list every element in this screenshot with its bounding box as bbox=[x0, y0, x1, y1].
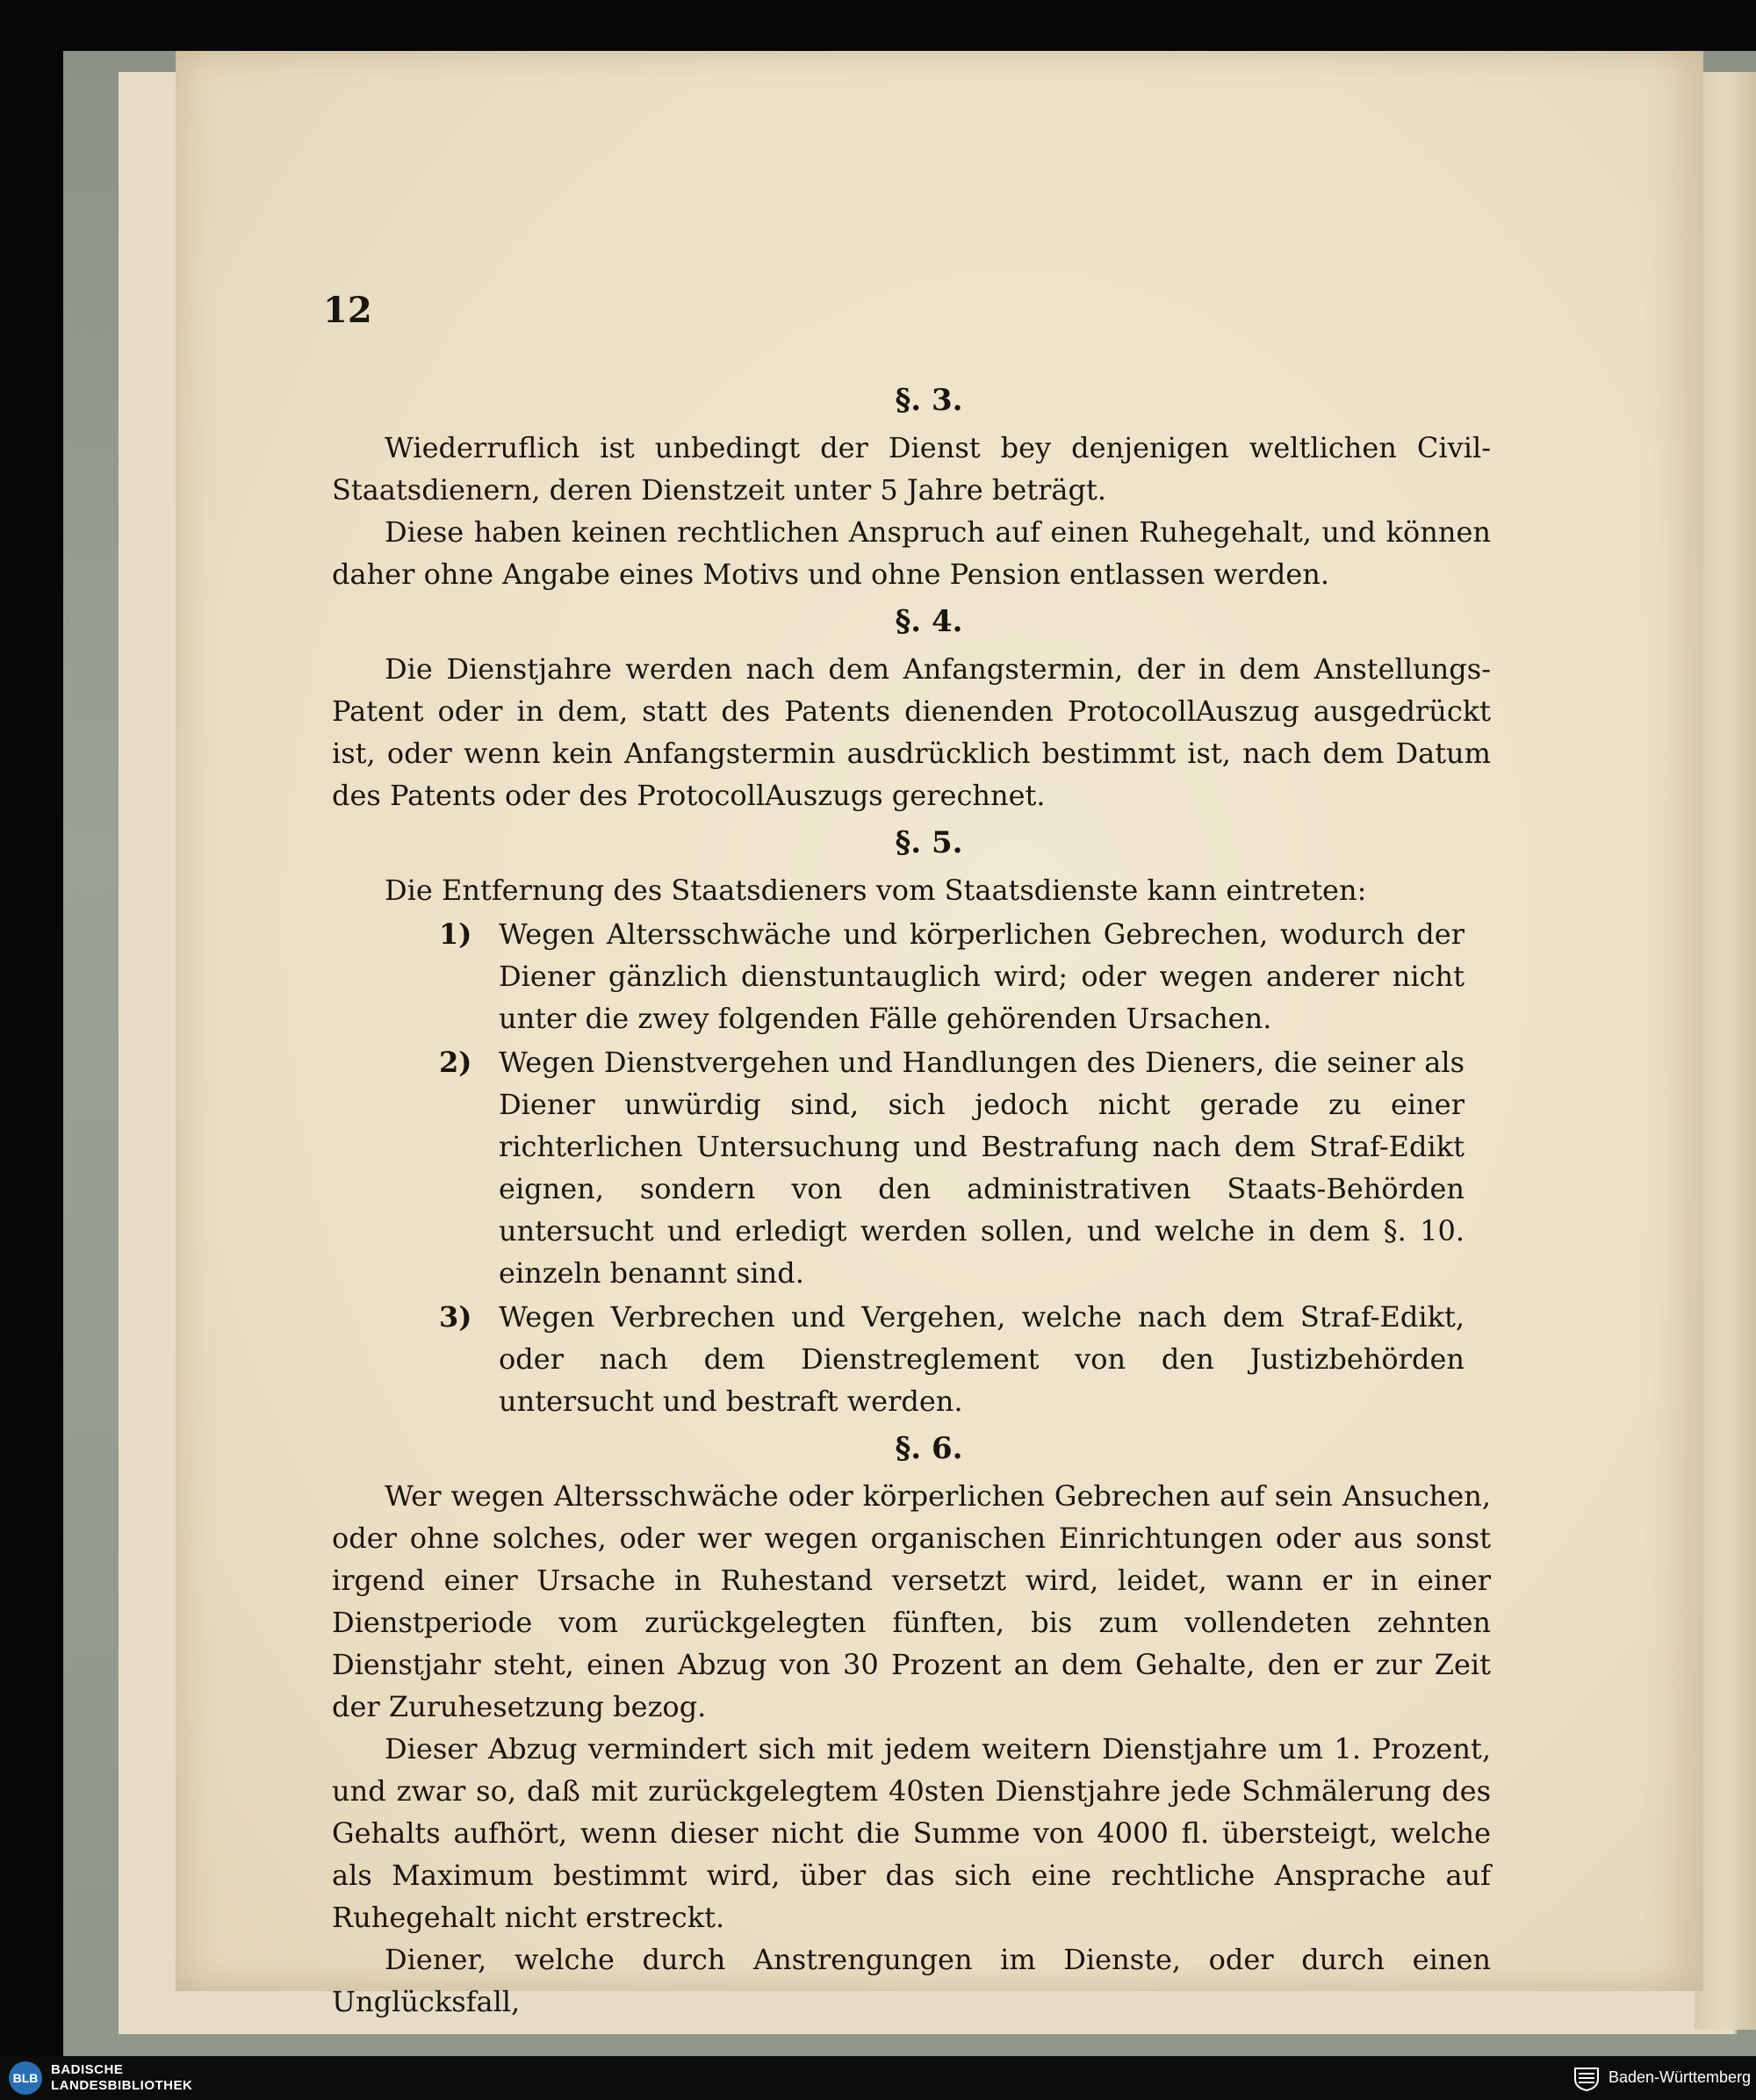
list-item-number: 2) bbox=[439, 1046, 472, 1079]
section-heading-4: §. 4. bbox=[895, 604, 963, 639]
facing-page-edge bbox=[1695, 72, 1756, 2030]
library-name-line2: LANDESBIBLIOTHEK bbox=[51, 2078, 193, 2093]
state-name[interactable]: Baden-Württemberg bbox=[1608, 2068, 1752, 2086]
section-heading-6: §. 6. bbox=[895, 1431, 963, 1466]
library-name-line1: BADISCHE bbox=[51, 2062, 124, 2077]
list-item-text: Wegen Verbrechen und Vergehen, welche nach dem Straf-Edikt, oder nach dem Dienstreglement von den Justizbehörden untersucht und bestraft werden. bbox=[499, 1300, 1465, 1418]
section-heading-5: §. 5. bbox=[895, 825, 963, 860]
paragraph: Die Dienstjahre werden nach dem Anfangstermin, der in dem Anstellungs-Patent oder in dem, statt des Patents dienenden ProtocollAuszug ausgedrückt ist, oder wenn kein Anfangstermin ausdrücklich bestimmt ist, nach dem Datum des Patents oder des ProtocollAuszugs gerechnet. bbox=[332, 652, 1491, 812]
paragraph: Diener, welche durch Anstrengungen im Dienste, oder durch einen Unglücksfall, bbox=[332, 1943, 1491, 2018]
list-item-number: 1) bbox=[439, 917, 472, 951]
paragraph: Diese haben keinen rechtlichen Anspruch auf einen Ruhegehalt, und können daher ohne Angabe eines Motivs und ohne Pension entlassen werden. bbox=[332, 515, 1491, 591]
list-item-text: Wegen Altersschwäche und körperlichen Gebrechen, wodurch der Diener gänzlich dienstuntauglich wird; oder wegen anderer nicht unter die zwey folgenden Fälle gehörenden Ursachen. bbox=[499, 917, 1465, 1035]
paragraph: Wiederruflich ist unbedingt der Dienst bey denjenigen weltlichen Civil-Staatsdienern, deren Dienstzeit unter 5 Jahre beträgt. bbox=[332, 431, 1491, 507]
blb-logo-icon[interactable]: BLB bbox=[9, 2061, 42, 2095]
page-text bbox=[323, 290, 1491, 2086]
paragraph: Wer wegen Altersschwäche oder körperlichen Gebrechen auf sein Ansuchen, oder ohne solches, oder wer wegen organischen Einrichtungen oder aus sonst irgend einer Ursache in Ruhestand versetzt wird, leidet, wann er in einer Dienstperiode vom zurückgelegten fünften, bis zum vollendeten zehnten Dienstjahr steht, einen Abzug von 30 Prozent an dem Gehalte, den er zur Zeit der Zuruhesetzung bezog. bbox=[332, 1479, 1491, 1723]
section-heading-3: §. 3. bbox=[895, 383, 963, 418]
list-item-number: 3) bbox=[439, 1300, 472, 1334]
list-item bbox=[332, 1041, 1491, 1294]
baden-wuerttemberg-coat-of-arms-icon[interactable] bbox=[1572, 2065, 1601, 2091]
page-number: 12 bbox=[323, 290, 372, 331]
library-name[interactable] bbox=[51, 2062, 192, 2094]
paragraph: Dieser Abzug vermindert sich mit jedem weitern Dienstjahre um 1. Prozent, und zwar so, daß mit zurückgelegtem 40sten Dienstjahre jede Schmälerung des Gehalts aufhört, wenn dieser nicht die Summe von 4000 fl. übersteigt, welche als Maximum bestimmt wird, über das sich eine rechtliche Ansprache auf Ruhegehalt nicht erstreckt. bbox=[332, 1732, 1491, 1934]
list-item-text: Wegen Dienstvergehen und Handlungen des Dieners, die seiner als Diener unwürdig sind, sich jedoch nicht gerade zu einer richterlichen Untersuchung und Bestrafung nach dem Straf-Edikt eignen, sondern von den administrativen Staats-Behörden untersucht und erledigt werden sollen, und welche in dem §. 10. einzeln benannt sind. bbox=[499, 1046, 1465, 1290]
list-item bbox=[332, 1296, 1491, 1422]
paragraph-intro: Die Entfernung des Staatsdieners vom Staatsdienste kann eintreten: bbox=[385, 874, 1367, 907]
list-item bbox=[332, 913, 1491, 1039]
footer-bar bbox=[0, 2056, 1756, 2100]
